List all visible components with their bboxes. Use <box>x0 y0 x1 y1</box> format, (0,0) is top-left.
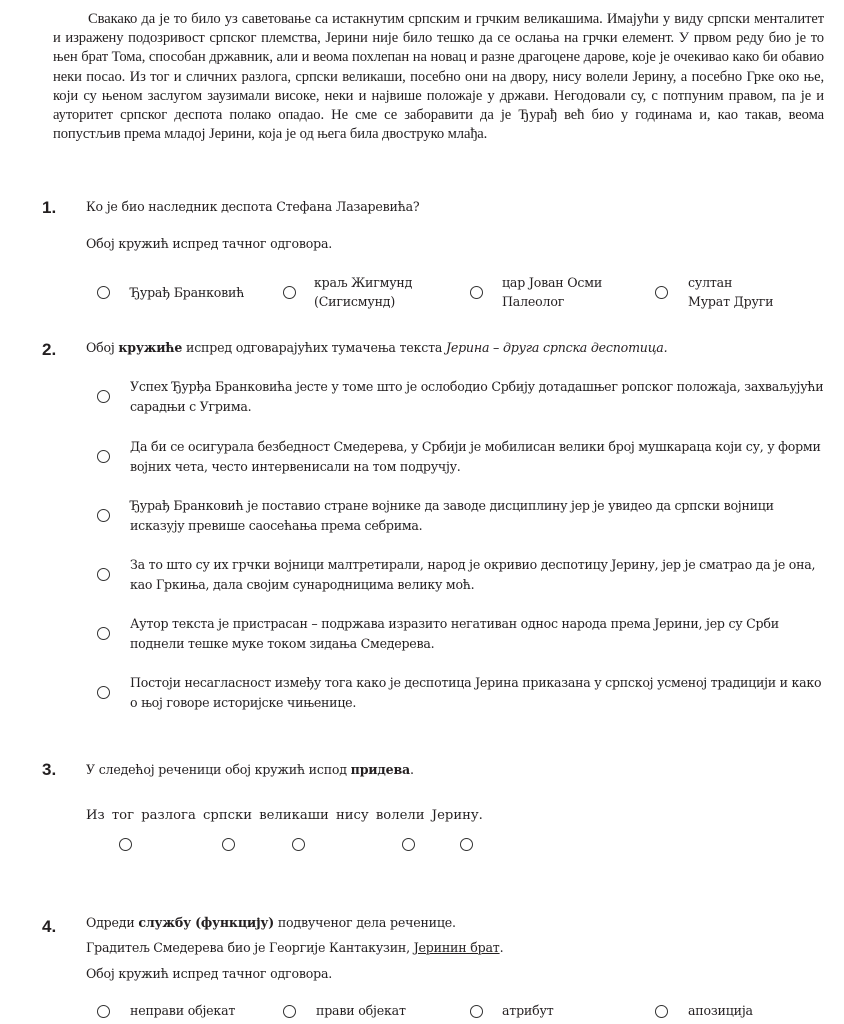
q4-sentence-end: . <box>499 940 504 955</box>
q4-underlined-phrase: Јеринин брат <box>413 940 500 955</box>
q1-option-2-line2: (Сигисмунд) <box>314 294 396 309</box>
q2-text-title: Јерина – друга српска деспотица. <box>445 340 668 355</box>
q2-bold: кружиће <box>118 340 183 355</box>
q2-option-6-radio[interactable] <box>97 686 110 699</box>
q4-option-4-label: апозиција <box>688 1003 753 1018</box>
q3-bold: придева <box>350 762 410 777</box>
question-4-sentence <box>86 940 503 955</box>
question-3-text <box>86 762 414 777</box>
q2-option-1-radio[interactable] <box>97 390 110 403</box>
q2-option-5-label: Аутор текста је пристрасан – подржава изразито негативан однос народа према Јерини, јер су Срби поднели тешке муке током зидања Смедерева. <box>130 616 779 651</box>
question-1-text: Ко је био наследник деспота Стефана Лазаревића? <box>86 199 420 214</box>
q3-word-srpski-radio[interactable] <box>222 838 235 851</box>
q2-option-5-radio[interactable] <box>97 627 110 640</box>
q3-word-voleli-radio[interactable] <box>402 838 415 851</box>
reading-passage: Свакако да је то било уз саветовање са истакнутим српским и грчким великашима. Имајући у виду српски менталитет и изражену подозривост српског племства, Јерини није било тешко да се ослања на грчки елемент. У првом реду био је то њен брат Тома, способан државник, али и веома похлепан на новац и разне драгоцене дарове, које је очекивао како би обавио неки посао. Из тог и сличних разлога, српски великаши, посебно они на двору, нису волели Јерину, а посебно Грке око ње, који су њеном заслугом заузимали високе, неки и највише положаје у држави. Негодовали су, с потпуним правом, па је и ауторитет српског деспота полако опадао. Не сме се заборавити да је Ђурађ већ био у годинама и, као такав, веома попустљив према младој Јерини, која је од њега била двоструко млађа. <box>53 11 824 143</box>
q1-option-4-line1: султан <box>688 275 733 290</box>
q2-middle: испред одговарајућих тумачења текста <box>182 340 446 355</box>
q3-suffix: . <box>409 762 414 777</box>
q2-option-2-radio[interactable] <box>97 450 110 463</box>
q4-option-3-radio[interactable] <box>470 1005 483 1018</box>
q1-option-4-label <box>688 273 773 311</box>
q4-sentence-start: Градитељ Смедерева био је Георгије Кантакузин, <box>86 940 414 955</box>
q3-prefix: У следећој реченици обој кружић испод <box>86 762 351 777</box>
question-3-sentence: Из тог разлога српски великаши нису волели Јерину. <box>86 808 483 823</box>
q2-option-2-label: Да би се осигурала безбедност Смедерева, у Србији је мобилисан велики број мушкараца који су, у форми војних чета, често интервенисали на том подручју. <box>130 439 821 474</box>
q4-suffix: подвученог дела реченице. <box>274 915 456 930</box>
q4-option-3-label: атрибут <box>502 1003 554 1018</box>
q3-word-jerinu-radio[interactable] <box>460 838 473 851</box>
q2-option-3-label: Ђурађ Бранковић је поставио стране војнике да заводе дисциплину јер је увидео да српски војници исказују превише саосећања према себрима. <box>130 498 774 533</box>
question-4-number: 4. <box>42 917 57 936</box>
q1-option-4-radio[interactable] <box>655 286 668 299</box>
q4-option-2-radio[interactable] <box>283 1005 296 1018</box>
q2-option-1-label: Успех Ђурђа Бранковића јесте у томе што је ослободио Србију дотадашњег ропског положаја, захваљујући сарадњи с Угрима. <box>130 379 824 414</box>
q4-option-2-label: прави објекат <box>316 1003 406 1018</box>
q4-option-1-radio[interactable] <box>97 1005 110 1018</box>
question-4-instruction: Обој кружић испред тачног одговора. <box>86 966 333 981</box>
q1-option-3-line2: Палеолог <box>502 294 565 309</box>
q2-prefix: Обој <box>86 340 119 355</box>
q4-option-1-label: неправи објекат <box>130 1003 236 1018</box>
q4-prefix: Одреди <box>86 915 139 930</box>
q1-option-3-label <box>502 273 602 311</box>
q1-option-1-radio[interactable] <box>97 286 110 299</box>
question-1-instruction: Обој кружић испред тачног одговора. <box>86 236 333 251</box>
q4-bold: службу (функцију) <box>138 915 275 930</box>
q1-option-1-line1: Ђурађ Бранковић <box>130 285 245 300</box>
q2-option-6-label: Постоји несагласност између тога како је деспотица Јерина приказана у српској усменој традицији и како о њој говоре историјске чињенице. <box>130 675 822 710</box>
q2-option-4-radio[interactable] <box>97 568 110 581</box>
q1-option-3-radio[interactable] <box>470 286 483 299</box>
q1-option-1-label <box>130 283 244 302</box>
q4-option-4-radio[interactable] <box>655 1005 668 1018</box>
question-1-number: 1. <box>42 198 57 217</box>
question-4-text <box>86 915 456 930</box>
question-2-number: 2. <box>42 340 57 359</box>
q1-option-2-label <box>314 273 412 311</box>
q1-option-2-radio[interactable] <box>283 286 296 299</box>
q3-word-velikasi-radio[interactable] <box>292 838 305 851</box>
question-2-text <box>86 340 667 355</box>
q2-option-4-label: За то што су их грчки војници малтретирали, народ је окривио деспотицу Јерину, јер је сматрао да је она, као Гркиња, дала својим сународницима велику моћ. <box>130 557 816 592</box>
question-3-number: 3. <box>42 760 57 779</box>
q3-word-tog-radio[interactable] <box>119 838 132 851</box>
q2-option-3-radio[interactable] <box>97 509 110 522</box>
q1-option-3-line1: цар Јован Осми <box>502 275 603 290</box>
q1-option-2-line1: краљ Жигмунд <box>314 275 413 290</box>
q1-option-4-line2: Мурат Други <box>688 294 774 309</box>
